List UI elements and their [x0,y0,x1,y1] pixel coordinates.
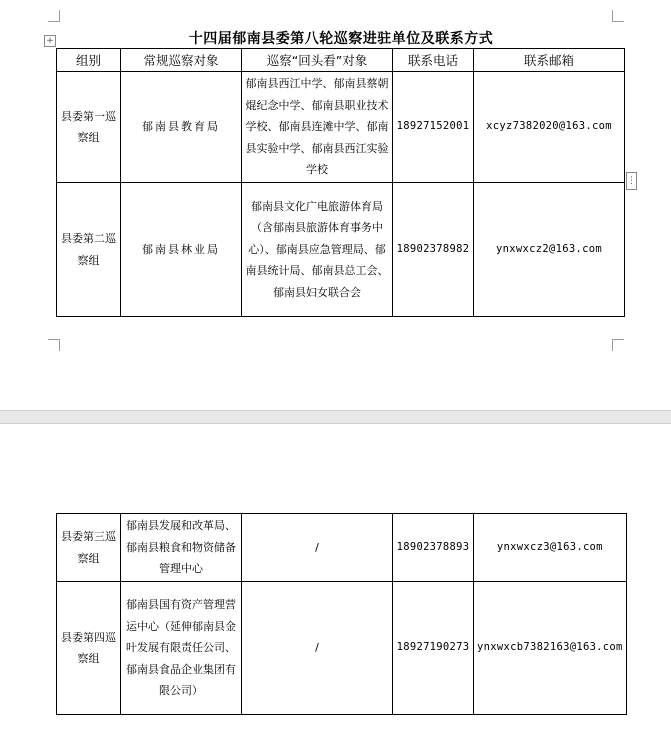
document-page-2 [0,424,671,734]
cell-phone: 18902378982 [393,183,474,317]
header-regular-target: 常规巡察对象 [121,49,242,72]
column-resize-icon[interactable]: ⋮ [626,172,637,190]
cell-regular-target: 郁南县林业局 [121,183,242,317]
cell-phone: 18902378893 [393,514,474,582]
cell-regular-target: 郁南县国有资产管理营运中心（延伸郁南县金叶发展有限责任公司、郁南县食品企业集团有限公司） [121,582,242,715]
header-email: 联系邮箱 [474,49,625,72]
table-row [57,514,627,582]
cell-revisit-target: / [242,582,393,715]
cell-group: 县委第二巡察组 [57,183,121,317]
header-phone: 联系电话 [393,49,474,72]
cell-revisit-target: 郁南县文化广电旅游体育局（含郁南县旅游体育事务中心）、郁南县应急管理局、郁南县统计局、郁南县总工会、郁南县妇女联合会 [242,183,393,317]
cell-revisit-target: / [242,514,393,582]
contact-table [56,48,625,317]
page-corner-mark [48,10,60,22]
cell-phone: 18927152001 [393,72,474,183]
cell-email: ynxwxcb7382163@163.com [474,582,627,715]
table-row [57,582,627,715]
page-corner-mark [48,339,60,351]
cell-group: 县委第三巡察组 [57,514,121,582]
page-corner-mark [612,10,624,22]
header-revisit-target: 巡察“回头看”对象 [242,49,393,72]
page-title: 十四届郁南县委第八轮巡察进驻单位及联系方式 [188,31,494,47]
cell-email: ynxwxcz2@163.com [474,183,625,317]
move-icon[interactable]: + [44,35,56,47]
cell-regular-target: 郁南县教育局 [121,72,242,183]
cell-email: ynxwxcz3@163.com [474,514,627,582]
table-row [57,183,625,317]
cell-group: 县委第四巡察组 [57,582,121,715]
cell-phone: 18927190273 [393,582,474,715]
page-corner-mark [612,339,624,351]
cell-email: xcyz7382020@163.com [474,72,625,183]
table-row [57,72,625,183]
cell-regular-target: 郁南县发展和改革局、郁南县粮食和物资储备管理中心 [121,514,242,582]
cell-revisit-target: 郁南县西江中学、郁南县蔡朝焜纪念中学、郁南县职业技术学校、郁南县连滩中学、郁南县实验中学、郁南县西江实验学校 [242,72,393,183]
contact-table-continued [56,513,627,715]
cell-group: 县委第一巡察组 [57,72,121,183]
header-group: 组别 [57,49,121,72]
page-separator [0,410,671,424]
table-header-row [57,49,625,72]
